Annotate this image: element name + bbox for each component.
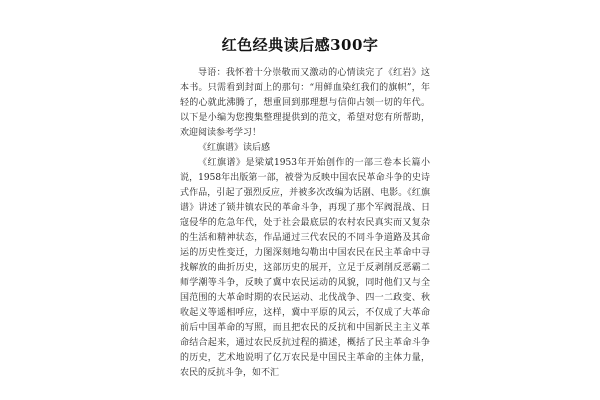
intro-paragraph: 导语：我怀着十分崇敬而又激动的心情读完了《红岩》这本书。只需看到封面上的那句：“用鲜血染红我们的旗帜”，年轻的心就此沸腾了，想重回到那理想与信仰占领一切的年代。以下是小编为您搜集整理提供到的范文，希望对您有所帮助，欢迎阅读参考学习！ [180,68,430,138]
document-title: 红色经典读后感300字 [221,36,379,54]
document-body [180,66,430,381]
section-heading: 《红旗谱》读后感 [198,143,271,153]
body-paragraph: 《红旗谱》是梁斌1953年开始创作的一部三卷本长篇小说，1958年出版第一部，被誉为反映中国农民革命斗争的史诗式作品，引起了强烈反应，并被多次改编为话剧、电影。《红旗谱》讲述了锁井镇农民的革命斗争，再现了那个军阀混战、日寇侵华的危急年代，处于社会最底层的农村农民真实而又复杂的生活和精神状态，作品通过三代农民的不同斗争道路及其命运的历史性变迁，力图深刻地勾勒出中国农民在民主革命中寻找解放的曲折历史，这部历史的展开，立足于反剥削反恶霸二师学潮等斗争，反映了冀中农民运动的风貌，同时他们又与全国范围的大革命时期的农民运动、北伐战争、四一二政变、秋收起义等遥相呼应，这样，冀中平原的风云，不仅成了大革命前后中国革命的写照，而且把农民的反抗和中国新民主主义革命结合起来，通过农民反抗过程的描述，概括了民主革命斗争的历史，艺术地说明了亿万农民是中国民主革命的主体力量，农民的反抗斗争，如不汇 [180,158,430,378]
